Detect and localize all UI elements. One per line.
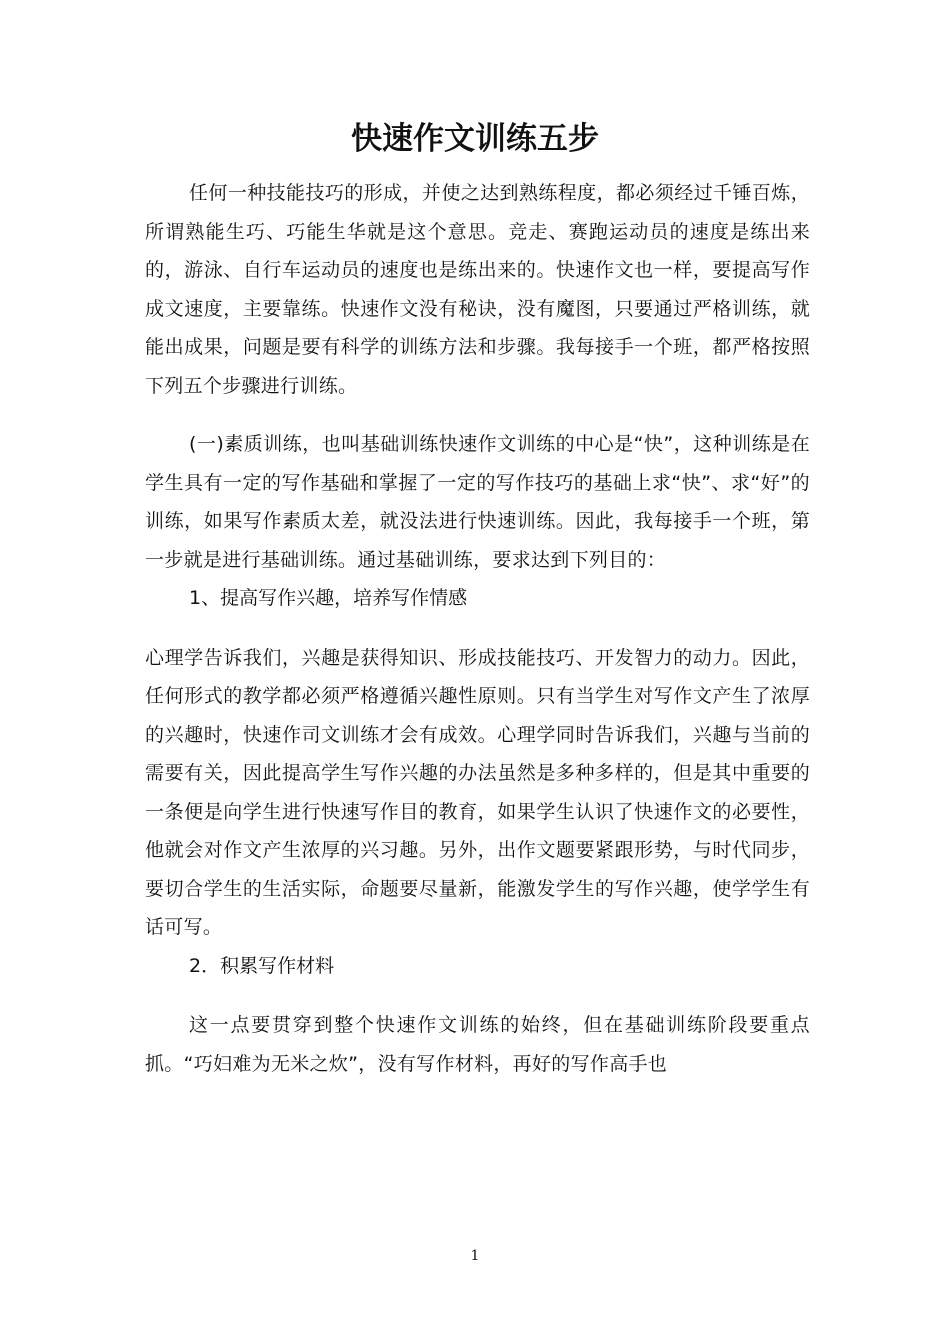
section-heading-interest: 1、提高写作兴趣，培养写作情感: [189, 587, 468, 609]
material-paragraph: 这一点要贯穿到整个快速作文训练的始终，但在基础训练阶段要重点抓。“巧妇难为无米之炊”，没有写作材料，再好的写作高手也: [145, 1014, 810, 1075]
page-number: 1: [470, 1248, 480, 1264]
section-heading-material: 2．积累写作材料: [189, 954, 335, 977]
document-title: 快速作文训练五步: [351, 121, 599, 157]
step-one-paragraph: (一)素质训练，也叫基础训练快速作文训练的中心是“快”，这种训练是在学生具有一定的写作基础和掌握了一定的写作技巧的基础上求“快”、求“好”的训练，如果写作素质太差，就没法进行快速训练。因此，我每接手一个班，第一步就是进行基础训练。通过基础训练，要求达到下列目的：: [145, 433, 810, 571]
document-body: [145, 174, 810, 1083]
interest-paragraph: 心理学告诉我们，兴趣是获得知识、形成技能技巧、开发智力的动力。因此，任何形式的教学都必须严格遵循兴趣性原则。只有当学生对写作文产生了浓厚的兴趣时，快速作司文训练才会有成效。心理学同时告诉我们，兴趣与当前的需要有关，因此提高学生写作兴趣的办法虽然是多种多样的，但是其中重要的一条便是向学生进行快速写作目的教育，如果学生认识了快速作文的必要性，他就会对作文产生浓厚的兴习趣。另外，出作文题要紧跟形势，与时代同步，要切合学生的生活实际，命题要尽量新，能激发学生的写作兴趣，使学学生有话可写。: [145, 646, 810, 938]
intro-paragraph: 任何一种技能技巧的形成，并使之达到熟练程度，都必须经过千锤百炼，所谓熟能生巧、巧能生华就是这个意思。竞走、赛跑运动员的速度是练出来的，游泳、自行车运动员的速度也是练出来的。快速作文也一样，要提高写作成文速度，主要靠练。快速作文没有秘诀，没有魔图，只要通过严格训练，就能出成果，问题是要有科学的训练方法和步骤。我每接手一个班，都严格按照下列五个步骤进行训练。: [145, 182, 810, 397]
